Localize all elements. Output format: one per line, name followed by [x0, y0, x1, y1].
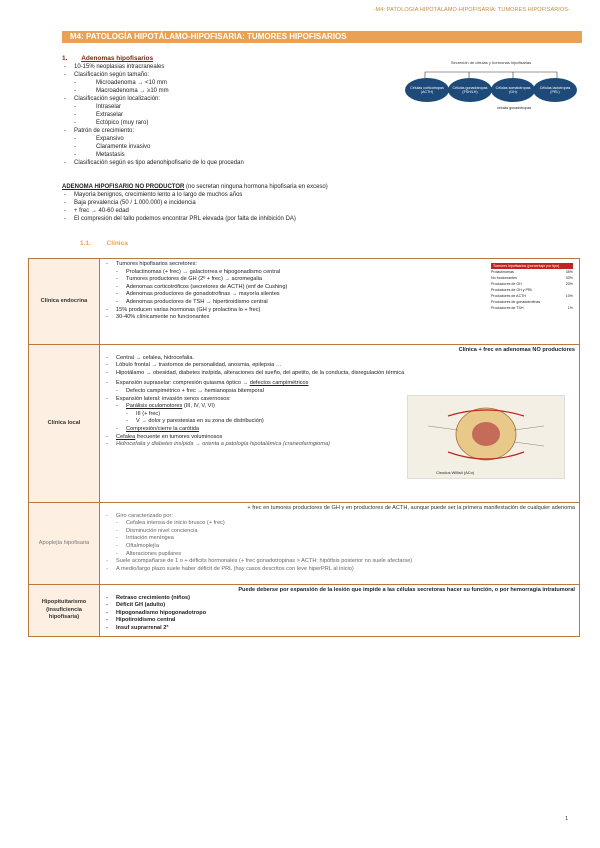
row-note: + frec en tumores productores de GH y en productores de ACTH, aunque puede ser la primera manifestación de cualquier adenoma	[247, 505, 575, 511]
list-item: - 10-15% neoplasias intracraneales	[62, 63, 392, 71]
list-item: - Claramente invasivo	[62, 143, 392, 151]
row-content	[100, 259, 580, 345]
list-item: - Expansión supraselar: compresión quiasma óptico → defectos campimétricos	[104, 380, 575, 388]
section-heading-note: (no secretan ninguna hormona hipofisaria en exceso)	[184, 184, 328, 190]
tumor-percent-box	[491, 263, 573, 311]
list-item: - Tumores hipofisarios secretores:	[104, 261, 575, 269]
section-title: Clínica	[106, 240, 128, 247]
list-item: - Hipogonadismo hipogonadotropo	[104, 610, 575, 618]
box-row: Productores de ACTH 10%	[491, 294, 573, 298]
list-item: - Cefalea frecuente en tumores voluminosos	[104, 434, 575, 442]
row-content	[100, 503, 580, 585]
row-label: Clínica endocrina	[29, 259, 100, 345]
anatomy-illustration	[407, 395, 565, 479]
list-item: - Clasificación según tamaño:	[62, 71, 392, 79]
list-item: - Extraselar	[62, 111, 392, 119]
box-row: Productores de gonadotrofinas	[491, 300, 541, 304]
section-title: Adenomas hipofisarios	[81, 55, 154, 62]
list-item: - Clasificación según es tipo adenohipofisario de lo que procedan	[62, 159, 392, 167]
list-item: - Adenomas productores de gonadotrofinas → mayoría silentes	[104, 291, 575, 299]
box-row: Productores de GH y PRL	[491, 288, 533, 292]
list-item: - Oftalmoplejía	[104, 543, 575, 551]
list-item: - Adenomas corticotróficos (secretores de ACTH) (enf de Cushing)	[104, 284, 575, 292]
list-item: - Suele acompañarse de 1 o + déficits hormonales (+ frec gonadotropinas > ACTH; hipófisis posterior no suele afectarse)	[104, 558, 575, 566]
flow-caption: Secreción de células y hormonas hipofisarias	[450, 60, 532, 65]
list-item: - Microadenoma → <10 mm	[62, 79, 392, 87]
list-item: - Adenomas productores de TSH → hipertiroidismo central	[104, 299, 575, 307]
list-item: - Hipotálamo → obesidad, diabetes insípida, alteraciones del sueño, del apetito, de la conducta, disregulación térmica	[104, 370, 575, 378]
box-header: Tumores hipofisarios (porcentaje por tipo)	[491, 263, 573, 269]
list-item: - Hipotiroidismo central	[104, 617, 575, 625]
list-item: - Insuf suprarrenal 2ª	[104, 625, 575, 633]
oval-gonadotropas: Células gonadotropas (FSH/LH)	[448, 78, 492, 102]
row-label: Hipopituitarismo (insuficiencia hipofisaria)	[29, 585, 100, 637]
box-row: Productores de TSH 1%	[491, 306, 573, 310]
page-number: 1	[565, 816, 568, 822]
list-item: - Disminución nivel conciencia	[104, 528, 575, 536]
row-content	[100, 345, 580, 503]
list-item: - Alteraciones pupilares	[104, 551, 575, 559]
list-item: - Mayoría benignos, crecimiento lento a lo largo de muchos años	[62, 191, 574, 199]
list-item: - Déficit GH (adulto)	[104, 602, 575, 610]
row-note: Clínica + frec en adenomas NO productores	[458, 347, 575, 353]
box-row: Productores de GH 20%	[491, 282, 573, 286]
list-item: - Parálisis oculomotores (III, IV, V, VI)	[104, 403, 575, 411]
oval-somatotropas: Células somatotropas (GH)	[491, 78, 535, 102]
list-item: - Intraselar	[62, 103, 392, 111]
table-row	[29, 503, 580, 585]
running-header: -M4: PATOLOGÍA HIPOTÁLAMO-HIPOFISARIA: TUMORES HIPOFISARIOS-	[373, 7, 570, 13]
oval-lactotropas: Células lactotropas (PRL)	[533, 78, 577, 102]
list-item: - 30-40% clínicamente no funcionantes	[104, 314, 575, 322]
row-label: Apoplejía hipofisaria	[29, 503, 100, 585]
list-item: - El compresión del tallo podemos encontrar PRL elevada (por falta de inhibición DA)	[62, 215, 574, 223]
list-item: - Ectópico (muy raro)	[62, 119, 392, 127]
section-heading	[62, 55, 392, 63]
list-item: - A medio/largo plazo suele haber déficit de PRL (hay casos descritos con leve hiperPRL al inicio)	[104, 566, 575, 574]
list-item: - Prolactinomas (+ frec) → galactorrea e hipogonadismo central	[104, 269, 575, 277]
list-item: - Hidrocefalia y diabetes insípida → orienta a patología hipotalámica (craneofaringioma)	[104, 441, 346, 449]
list-item: - Expansión lateral: invasión senos cavernosos:	[104, 396, 575, 404]
list-item: - V → dolor y parestesias en su zona de distribución)	[104, 418, 575, 426]
section-adenomas	[62, 55, 392, 167]
list-item: - Expansivo	[62, 135, 392, 143]
section-clinica-heading	[80, 240, 128, 248]
list-item: - Compresión/cierre la carótida	[104, 426, 575, 434]
list-item: - Patrón de crecimiento:	[62, 127, 392, 135]
page-title: M4: PATOLOGÍA HIPOTÁLAMO-HIPOFISARIA: TUMORES HIPOFISARIOS	[62, 31, 582, 43]
clinica-table	[28, 258, 580, 637]
section-number: 1.	[62, 55, 68, 62]
table-row	[29, 585, 580, 637]
list-item: - Giro caracterizado por:	[104, 513, 575, 521]
list-item: - Baja prevalencia (50 / 1.000.000) e incidencia	[62, 199, 574, 207]
list-item: - Lóbulo frontal → trastornos de personalidad, anosmia, epilepsia …	[104, 362, 575, 370]
section-no-productor	[62, 183, 574, 223]
section-number: 1.1.	[80, 240, 91, 247]
image-caption: Circulus Willisii (ACo)	[436, 470, 475, 476]
list-item: - 15% producen varias hormonas (GH y prolactina lo + frec)	[104, 307, 575, 315]
flow-subcaption: células gonadotropas	[497, 106, 532, 110]
list-item: - Defecto campimétrico + frec → hemianopsia bitemporal	[104, 388, 575, 396]
list-item: - Tumores productores de GH (2º + frec) → acromegalia	[104, 276, 575, 284]
table-row	[29, 345, 580, 503]
list-item: - Metastasis	[62, 151, 392, 159]
row-label: Clínica local	[29, 345, 100, 503]
box-row: No funcionantes 30%	[491, 276, 573, 280]
table-row	[29, 259, 580, 345]
list-item: - Macroadenoma → ≥10 mm	[62, 87, 392, 95]
oval-corticotropas: Células corticotropas (ACTH)	[405, 78, 449, 102]
row-note: Puede deberse por expansión de la lesión que impide a las células secretoras hacer su función, o por hemorragia intratumoral	[238, 587, 575, 593]
section-heading: ADENOMA HIPOFISARIO NO PRODUCTOR	[62, 184, 185, 190]
list-item: - + frec → 40-60 edad	[62, 207, 574, 215]
circle-of-willis-image	[408, 396, 564, 478]
list-item: - Cefalea intensa de inicio brusco (+ frec)	[104, 520, 575, 528]
list-item: - Retraso crecimiento (niños)	[104, 595, 575, 603]
list-item: - III (+ frec)	[104, 411, 575, 419]
box-row: Prolactinomas 35%	[491, 270, 573, 274]
hormone-flow-diagram	[405, 60, 577, 138]
list-item: - Central → cefalea, hidrocefalia.	[104, 355, 575, 363]
list-item: - Irritación meníngea	[104, 535, 575, 543]
list-item: - Clasificación según localización:	[62, 95, 392, 103]
row-content	[100, 585, 580, 637]
